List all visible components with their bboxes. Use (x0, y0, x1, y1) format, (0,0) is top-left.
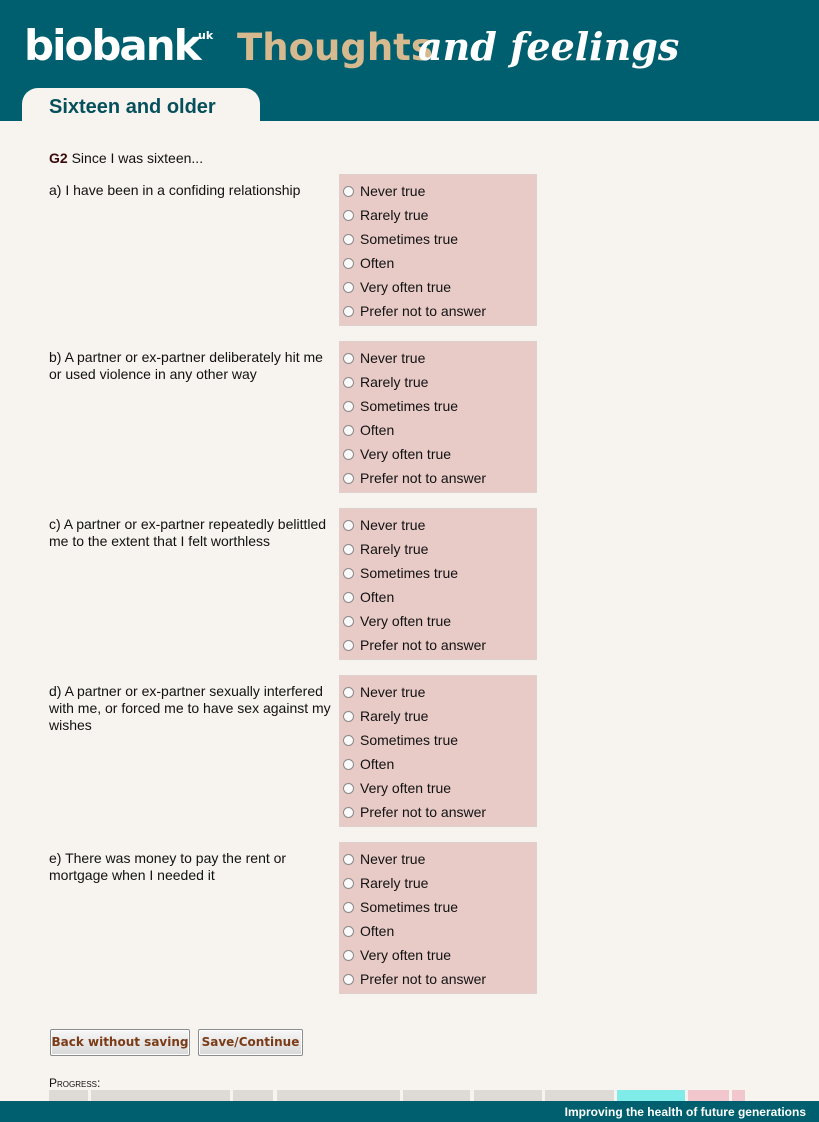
option-label: Sometimes true (360, 732, 459, 748)
page-footer (0, 1101, 819, 1122)
radio-button[interactable] (343, 783, 354, 794)
option-label: Often (360, 422, 395, 438)
section-title: Sixteen and older (49, 96, 216, 118)
section-tab (22, 88, 260, 121)
page-header (0, 0, 819, 121)
radio-button[interactable] (343, 878, 354, 889)
radio-button[interactable] (343, 902, 354, 913)
question-heading (49, 150, 203, 167)
radio-button[interactable] (343, 807, 354, 818)
option-label: Prefer not to answer (360, 804, 487, 820)
radio-button[interactable] (343, 616, 354, 627)
option-label: Never true (360, 183, 426, 199)
question-id: G2 (49, 150, 68, 166)
option-label: Rarely true (360, 541, 429, 557)
option-label: Often (360, 756, 395, 772)
options-group-b (339, 341, 537, 493)
item-label-e: e) There was money to pay the rent or mortgage when I needed it (49, 850, 287, 883)
radio-button[interactable] (343, 306, 354, 317)
radio-button[interactable] (343, 258, 354, 269)
radio-button[interactable] (343, 377, 354, 388)
item-label-b: b) A partner or ex-partner deliberately hit me or used violence in any other way (49, 349, 323, 382)
item-label-c: c) A partner or ex-partner repeatedly belittled me to the extent that I felt worthless (49, 516, 327, 549)
option-label: Sometimes true (360, 398, 459, 414)
options-group-d (339, 675, 537, 827)
progress-label: Progress: (49, 1076, 101, 1090)
app-title-feelings: and feelings (418, 24, 680, 69)
progress-segment (91, 1090, 230, 1101)
radio-button[interactable] (343, 449, 354, 460)
option-label: Often (360, 923, 395, 939)
options-group-e (339, 842, 537, 994)
radio-button[interactable] (343, 711, 354, 722)
radio-button[interactable] (343, 186, 354, 197)
logo-suffix: uk (198, 29, 214, 42)
option-label: Very often true (360, 780, 452, 796)
radio-button[interactable] (343, 759, 354, 770)
progress-segment (617, 1090, 685, 1101)
footer-tagline: Improving the health of future generations (564, 1105, 806, 1119)
option-label: Sometimes true (360, 899, 459, 915)
options-group-c (339, 508, 537, 660)
progress-segment (277, 1090, 400, 1101)
radio-button[interactable] (343, 592, 354, 603)
option-label: Very often true (360, 613, 452, 629)
option-label: Never true (360, 684, 426, 700)
option-label: Sometimes true (360, 565, 459, 581)
radio-button[interactable] (343, 401, 354, 412)
radio-button[interactable] (343, 473, 354, 484)
radio-button[interactable] (343, 974, 354, 985)
radio-button[interactable] (343, 640, 354, 651)
radio-button[interactable] (343, 735, 354, 746)
radio-button[interactable] (343, 568, 354, 579)
biobank-logo: biobank (24, 21, 200, 70)
progress-segment (688, 1090, 729, 1101)
radio-button[interactable] (343, 282, 354, 293)
option-label: Very often true (360, 446, 452, 462)
save-continue-button[interactable]: Save/Continue (198, 1029, 303, 1056)
options-group-a (339, 174, 537, 326)
back-without-saving-button[interactable]: Back without saving (50, 1029, 190, 1056)
progress-segment (732, 1090, 745, 1101)
radio-button[interactable] (343, 926, 354, 937)
radio-button[interactable] (343, 425, 354, 436)
option-label: Often (360, 255, 395, 271)
app-title-thoughts: Thoughts (237, 26, 433, 69)
item-label-a: a) I have been in a confiding relationship (49, 182, 301, 198)
progress-segment (474, 1090, 542, 1101)
option-label: Never true (360, 350, 426, 366)
radio-button[interactable] (343, 687, 354, 698)
progress-segment (233, 1090, 273, 1101)
option-label: Prefer not to answer (360, 971, 487, 987)
option-label: Rarely true (360, 207, 429, 223)
radio-button[interactable] (343, 210, 354, 221)
radio-button[interactable] (343, 353, 354, 364)
option-label: Rarely true (360, 875, 429, 891)
option-label: Prefer not to answer (360, 470, 487, 486)
option-label: Never true (360, 851, 426, 867)
radio-button[interactable] (343, 854, 354, 865)
option-label: Rarely true (360, 708, 429, 724)
progress-segment (403, 1090, 470, 1101)
option-label: Prefer not to answer (360, 637, 487, 653)
option-label: Prefer not to answer (360, 303, 487, 319)
option-label: Very often true (360, 279, 452, 295)
progress-segment (545, 1090, 614, 1101)
option-label: Rarely true (360, 374, 429, 390)
question-text: Since I was sixteen... (71, 150, 204, 166)
progress-segment (49, 1090, 88, 1101)
option-label: Never true (360, 517, 426, 533)
option-label: Sometimes true (360, 231, 459, 247)
radio-button[interactable] (343, 544, 354, 555)
option-label: Very often true (360, 947, 452, 963)
option-label: Often (360, 589, 395, 605)
radio-button[interactable] (343, 950, 354, 961)
radio-button[interactable] (343, 520, 354, 531)
progress-bar (49, 1090, 749, 1101)
item-label-d: d) A partner or ex-partner sexually interfered with me, or forced me to have sex against my wishes (49, 683, 331, 733)
radio-button[interactable] (343, 234, 354, 245)
